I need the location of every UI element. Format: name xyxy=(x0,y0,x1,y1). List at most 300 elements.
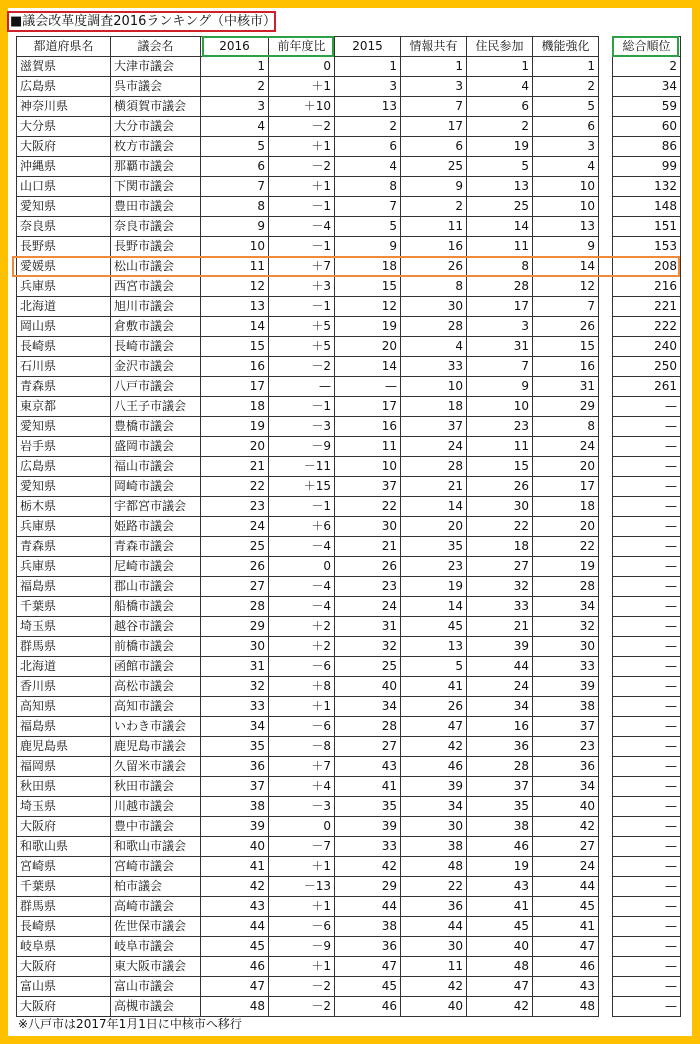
overall-rank-cell: 59 xyxy=(613,97,681,117)
function-strengthening-cell: 31 xyxy=(533,377,599,397)
prefecture-cell: 沖縄県 xyxy=(17,157,111,177)
function-strengthening-cell: 27 xyxy=(533,837,599,857)
table-row xyxy=(17,377,599,397)
rank-2016-cell: 32 xyxy=(201,677,269,697)
table-row xyxy=(17,297,599,317)
overall-rank-row xyxy=(613,57,681,77)
assembly-cell: 高知市議会 xyxy=(111,697,201,717)
citizen-participation-cell: 33 xyxy=(467,597,533,617)
col-header-function-strengthening: 機能強化 xyxy=(533,37,599,57)
rank-2015-cell: 4 xyxy=(335,157,401,177)
info-sharing-cell: 28 xyxy=(401,317,467,337)
prefecture-cell: 奈良県 xyxy=(17,217,111,237)
overall-rank-row xyxy=(613,177,681,197)
rank-2016-cell: 21 xyxy=(201,457,269,477)
citizen-participation-cell: 28 xyxy=(467,277,533,297)
overall-rank-cell: — xyxy=(613,837,681,857)
function-strengthening-cell: 22 xyxy=(533,537,599,557)
prefecture-cell: 群馬県 xyxy=(17,637,111,657)
overall-rank-row xyxy=(613,557,681,577)
info-sharing-cell: 44 xyxy=(401,917,467,937)
info-sharing-cell: 7 xyxy=(401,97,467,117)
change-cell: ＋7 xyxy=(269,757,335,777)
overall-rank-row xyxy=(613,397,681,417)
table-row xyxy=(17,317,599,337)
info-sharing-cell: 30 xyxy=(401,297,467,317)
rank-2015-cell: 46 xyxy=(335,997,401,1017)
citizen-participation-cell: 3 xyxy=(467,317,533,337)
info-sharing-cell: 18 xyxy=(401,397,467,417)
table-row xyxy=(17,777,599,797)
citizen-participation-cell: 38 xyxy=(467,817,533,837)
table-row xyxy=(17,617,599,637)
table-row xyxy=(17,77,599,97)
rank-2016-cell: 43 xyxy=(201,897,269,917)
change-cell: ＋15 xyxy=(269,477,335,497)
function-strengthening-cell: 44 xyxy=(533,877,599,897)
overall-rank-row xyxy=(613,757,681,777)
function-strengthening-cell: 2 xyxy=(533,77,599,97)
table-row xyxy=(17,537,599,557)
function-strengthening-cell: 1 xyxy=(533,57,599,77)
prefecture-cell: 福島県 xyxy=(17,577,111,597)
prefecture-cell: 和歌山県 xyxy=(17,837,111,857)
prefecture-cell: 群馬県 xyxy=(17,897,111,917)
change-cell: — xyxy=(269,377,335,397)
prefecture-cell: 兵庫県 xyxy=(17,277,111,297)
change-cell: ＋1 xyxy=(269,897,335,917)
table-row xyxy=(17,697,599,717)
info-sharing-cell: 25 xyxy=(401,157,467,177)
prefecture-cell: 大阪府 xyxy=(17,997,111,1017)
rank-2015-cell: 35 xyxy=(335,797,401,817)
overall-rank-cell: — xyxy=(613,617,681,637)
overall-rank-row xyxy=(613,837,681,857)
overall-rank-cell: — xyxy=(613,897,681,917)
overall-rank-cell: — xyxy=(613,937,681,957)
info-sharing-cell: 41 xyxy=(401,677,467,697)
rank-2015-cell: 13 xyxy=(335,97,401,117)
rank-2015-cell: 17 xyxy=(335,397,401,417)
assembly-cell: 横須賀市議会 xyxy=(111,97,201,117)
assembly-cell: 旭川市議会 xyxy=(111,297,201,317)
rank-2015-cell: 23 xyxy=(335,577,401,597)
change-cell: －6 xyxy=(269,657,335,677)
overall-rank-cell: — xyxy=(613,437,681,457)
change-cell: ＋8 xyxy=(269,677,335,697)
change-cell: －3 xyxy=(269,797,335,817)
prefecture-cell: 宮崎県 xyxy=(17,857,111,877)
overall-rank-cell: — xyxy=(613,677,681,697)
overall-rank-row xyxy=(613,537,681,557)
rank-2015-cell: 11 xyxy=(335,437,401,457)
info-sharing-cell: 14 xyxy=(401,497,467,517)
document-title: ■議会改革度調査2016ランキング（中核市） xyxy=(10,14,276,29)
rank-2015-cell: 44 xyxy=(335,897,401,917)
rank-2015-cell: 1 xyxy=(335,57,401,77)
overall-rank-row xyxy=(613,997,681,1017)
rank-2016-cell: 22 xyxy=(201,477,269,497)
assembly-cell: 倉敷市議会 xyxy=(111,317,201,337)
info-sharing-cell: 13 xyxy=(401,637,467,657)
overall-rank-row xyxy=(613,317,681,337)
assembly-cell: 呉市議会 xyxy=(111,77,201,97)
change-cell: －2 xyxy=(269,357,335,377)
rank-2016-cell: 8 xyxy=(201,197,269,217)
change-cell: ＋5 xyxy=(269,337,335,357)
overall-rank-row xyxy=(613,237,681,257)
info-sharing-cell: 37 xyxy=(401,417,467,437)
citizen-participation-cell: 15 xyxy=(467,457,533,477)
change-cell: ＋1 xyxy=(269,697,335,717)
citizen-participation-cell: 39 xyxy=(467,637,533,657)
info-sharing-cell: 47 xyxy=(401,717,467,737)
rank-2016-cell: 38 xyxy=(201,797,269,817)
assembly-cell: 船橋市議会 xyxy=(111,597,201,617)
change-cell: ＋2 xyxy=(269,637,335,657)
prefecture-cell: 愛知県 xyxy=(17,197,111,217)
citizen-participation-cell: 43 xyxy=(467,877,533,897)
info-sharing-cell: 11 xyxy=(401,217,467,237)
rank-2015-cell: 32 xyxy=(335,637,401,657)
col-header-2015: 2015 xyxy=(335,37,401,57)
change-cell: －4 xyxy=(269,217,335,237)
function-strengthening-cell: 41 xyxy=(533,917,599,937)
rank-2016-cell: 11 xyxy=(201,257,269,277)
rank-2015-cell: 15 xyxy=(335,277,401,297)
citizen-participation-cell: 11 xyxy=(467,437,533,457)
function-strengthening-cell: 40 xyxy=(533,797,599,817)
rank-2015-cell: 33 xyxy=(335,837,401,857)
function-strengthening-cell: 24 xyxy=(533,857,599,877)
function-strengthening-cell: 37 xyxy=(533,717,599,737)
table-row xyxy=(17,897,599,917)
overall-rank-row xyxy=(613,737,681,757)
assembly-cell: 長野市議会 xyxy=(111,237,201,257)
change-cell: －1 xyxy=(269,497,335,517)
rank-2015-cell: 31 xyxy=(335,617,401,637)
overall-rank-table xyxy=(612,36,681,1017)
prefecture-cell: 石川県 xyxy=(17,357,111,377)
assembly-cell: 八王子市議会 xyxy=(111,397,201,417)
change-cell: 0 xyxy=(269,557,335,577)
prefecture-cell: 東京都 xyxy=(17,397,111,417)
rank-2015-cell: 40 xyxy=(335,677,401,697)
prefecture-cell: 青森県 xyxy=(17,377,111,397)
rank-2015-cell: 42 xyxy=(335,857,401,877)
assembly-cell: 大分市議会 xyxy=(111,117,201,137)
rank-2015-cell: 18 xyxy=(335,257,401,277)
citizen-participation-cell: 1 xyxy=(467,57,533,77)
prefecture-cell: 長崎県 xyxy=(17,337,111,357)
overall-rank-cell: 216 xyxy=(613,277,681,297)
change-cell: －2 xyxy=(269,997,335,1017)
function-strengthening-cell: 48 xyxy=(533,997,599,1017)
rank-2016-cell: 26 xyxy=(201,557,269,577)
table-row xyxy=(17,217,599,237)
overall-rank-cell: — xyxy=(613,477,681,497)
citizen-participation-cell: 17 xyxy=(467,297,533,317)
function-strengthening-cell: 12 xyxy=(533,277,599,297)
change-cell: ＋1 xyxy=(269,857,335,877)
change-cell: ＋4 xyxy=(269,777,335,797)
rank-2016-cell: 15 xyxy=(201,337,269,357)
citizen-participation-cell: 27 xyxy=(467,557,533,577)
overall-rank-cell: 60 xyxy=(613,117,681,137)
overall-rank-cell: — xyxy=(613,717,681,737)
function-strengthening-cell: 24 xyxy=(533,437,599,457)
citizen-participation-cell: 11 xyxy=(467,237,533,257)
rank-2015-cell: 16 xyxy=(335,417,401,437)
function-strengthening-cell: 43 xyxy=(533,977,599,997)
change-cell: ＋2 xyxy=(269,617,335,637)
col-header-info-sharing: 情報共有 xyxy=(401,37,467,57)
rank-2016-cell: 34 xyxy=(201,717,269,737)
function-strengthening-cell: 23 xyxy=(533,737,599,757)
overall-rank-cell: — xyxy=(613,497,681,517)
overall-rank-row xyxy=(613,417,681,437)
change-cell: －1 xyxy=(269,397,335,417)
change-cell: 0 xyxy=(269,57,335,77)
rank-2016-cell: 14 xyxy=(201,317,269,337)
citizen-participation-cell: 18 xyxy=(467,537,533,557)
citizen-participation-cell: 41 xyxy=(467,897,533,917)
info-sharing-cell: 23 xyxy=(401,557,467,577)
change-cell: －9 xyxy=(269,437,335,457)
overall-rank-row xyxy=(613,477,681,497)
table-row xyxy=(17,977,599,997)
overall-rank-cell: — xyxy=(613,517,681,537)
table-row xyxy=(17,397,599,417)
overall-rank-row xyxy=(613,917,681,937)
info-sharing-cell: 4 xyxy=(401,337,467,357)
prefecture-cell: 鹿児島県 xyxy=(17,737,111,757)
assembly-cell: 下関市議会 xyxy=(111,177,201,197)
rank-2015-cell: 25 xyxy=(335,657,401,677)
info-sharing-cell: 30 xyxy=(401,817,467,837)
citizen-participation-cell: 42 xyxy=(467,997,533,1017)
overall-rank-cell: 99 xyxy=(613,157,681,177)
info-sharing-cell: 26 xyxy=(401,697,467,717)
change-cell: －2 xyxy=(269,117,335,137)
info-sharing-cell: 38 xyxy=(401,837,467,857)
citizen-participation-cell: 19 xyxy=(467,137,533,157)
function-strengthening-cell: 38 xyxy=(533,697,599,717)
rank-2016-cell: 37 xyxy=(201,777,269,797)
overall-rank-cell: 208 xyxy=(613,257,681,277)
assembly-cell: 松山市議会 xyxy=(111,257,201,277)
function-strengthening-cell: 15 xyxy=(533,337,599,357)
function-strengthening-cell: 32 xyxy=(533,617,599,637)
function-strengthening-cell: 46 xyxy=(533,957,599,977)
overall-rank-row xyxy=(613,137,681,157)
citizen-participation-cell: 46 xyxy=(467,837,533,857)
citizen-participation-cell: 2 xyxy=(467,117,533,137)
assembly-cell: 東大阪市議会 xyxy=(111,957,201,977)
citizen-participation-cell: 48 xyxy=(467,957,533,977)
rank-2015-cell: 21 xyxy=(335,537,401,557)
assembly-cell: 宮崎市議会 xyxy=(111,857,201,877)
overall-rank-row xyxy=(613,117,681,137)
overall-rank-row xyxy=(613,717,681,737)
citizen-participation-cell: 22 xyxy=(467,517,533,537)
rank-2016-cell: 41 xyxy=(201,857,269,877)
prefecture-cell: 香川県 xyxy=(17,677,111,697)
rank-2016-cell: 35 xyxy=(201,737,269,757)
table-row xyxy=(17,917,599,937)
rank-2016-cell: 23 xyxy=(201,497,269,517)
overall-rank-body xyxy=(613,57,681,1017)
rank-2016-cell: 18 xyxy=(201,397,269,417)
overall-rank-row xyxy=(613,337,681,357)
prefecture-cell: 大阪府 xyxy=(17,817,111,837)
info-sharing-cell: 22 xyxy=(401,877,467,897)
citizen-participation-cell: 13 xyxy=(467,177,533,197)
change-cell: －4 xyxy=(269,577,335,597)
citizen-participation-cell: 36 xyxy=(467,737,533,757)
function-strengthening-cell: 9 xyxy=(533,237,599,257)
function-strengthening-cell: 20 xyxy=(533,457,599,477)
assembly-cell: 宇都宮市議会 xyxy=(111,497,201,517)
assembly-cell: 佐世保市議会 xyxy=(111,917,201,937)
citizen-participation-cell: 4 xyxy=(467,77,533,97)
rank-2016-cell: 7 xyxy=(201,177,269,197)
overall-rank-cell: — xyxy=(613,537,681,557)
change-cell: －1 xyxy=(269,197,335,217)
citizen-participation-cell: 19 xyxy=(467,857,533,877)
info-sharing-cell: 42 xyxy=(401,977,467,997)
change-cell: －2 xyxy=(269,157,335,177)
overall-rank-row xyxy=(613,377,681,397)
rank-2015-cell: 30 xyxy=(335,517,401,537)
rank-2016-cell: 20 xyxy=(201,437,269,457)
rank-2015-cell: 26 xyxy=(335,557,401,577)
rank-2016-cell: 42 xyxy=(201,877,269,897)
function-strengthening-cell: 45 xyxy=(533,897,599,917)
table-row xyxy=(17,797,599,817)
overall-rank-cell: — xyxy=(613,737,681,757)
overall-rank-cell: — xyxy=(613,977,681,997)
assembly-cell: 豊田市議会 xyxy=(111,197,201,217)
ranking-table-body xyxy=(17,57,599,1017)
info-sharing-cell: 46 xyxy=(401,757,467,777)
citizen-participation-cell: 21 xyxy=(467,617,533,637)
info-sharing-cell: 3 xyxy=(401,77,467,97)
assembly-cell: 前橋市議会 xyxy=(111,637,201,657)
table-row xyxy=(17,497,599,517)
function-strengthening-cell: 34 xyxy=(533,597,599,617)
overall-rank-row xyxy=(613,297,681,317)
prefecture-cell: 富山県 xyxy=(17,977,111,997)
rank-2015-cell: 3 xyxy=(335,77,401,97)
change-cell: ＋3 xyxy=(269,277,335,297)
rank-2015-cell: 12 xyxy=(335,297,401,317)
assembly-cell: 久留米市議会 xyxy=(111,757,201,777)
assembly-cell: 郡山市議会 xyxy=(111,577,201,597)
rank-2015-cell: 5 xyxy=(335,217,401,237)
overall-rank-row xyxy=(613,797,681,817)
change-cell: －8 xyxy=(269,737,335,757)
table-row xyxy=(17,177,599,197)
overall-rank-cell: — xyxy=(613,917,681,937)
rank-2015-cell: 27 xyxy=(335,737,401,757)
prefecture-cell: 埼玉県 xyxy=(17,617,111,637)
overall-rank-row xyxy=(613,777,681,797)
change-cell: ＋6 xyxy=(269,517,335,537)
rank-2015-cell: 36 xyxy=(335,937,401,957)
citizen-participation-cell: 40 xyxy=(467,937,533,957)
prefecture-cell: 兵庫県 xyxy=(17,557,111,577)
rank-2016-cell: 48 xyxy=(201,997,269,1017)
table-row xyxy=(17,277,599,297)
table-row xyxy=(17,577,599,597)
overall-rank-row xyxy=(613,197,681,217)
function-strengthening-cell: 29 xyxy=(533,397,599,417)
citizen-participation-cell: 37 xyxy=(467,777,533,797)
overall-rank-cell: — xyxy=(613,877,681,897)
rank-2016-cell: 16 xyxy=(201,357,269,377)
table-row xyxy=(17,437,599,457)
prefecture-cell: 福岡県 xyxy=(17,757,111,777)
overall-rank-cell: 86 xyxy=(613,137,681,157)
table-row xyxy=(17,857,599,877)
info-sharing-cell: 42 xyxy=(401,737,467,757)
overall-rank-cell: — xyxy=(613,577,681,597)
assembly-cell: 鹿児島市議会 xyxy=(111,737,201,757)
assembly-cell: 盛岡市議会 xyxy=(111,437,201,457)
table-row xyxy=(17,337,599,357)
table-row xyxy=(17,937,599,957)
prefecture-cell: 大阪府 xyxy=(17,137,111,157)
assembly-cell: 尼崎市議会 xyxy=(111,557,201,577)
prefecture-cell: 千葉県 xyxy=(17,597,111,617)
function-strengthening-cell: 28 xyxy=(533,577,599,597)
overall-rank-row xyxy=(613,97,681,117)
rank-2016-cell: 28 xyxy=(201,597,269,617)
table-row xyxy=(17,757,599,777)
overall-rank-cell: 221 xyxy=(613,297,681,317)
citizen-participation-cell: 32 xyxy=(467,577,533,597)
prefecture-cell: 大阪府 xyxy=(17,957,111,977)
table-row xyxy=(17,197,599,217)
info-sharing-cell: 6 xyxy=(401,137,467,157)
function-strengthening-cell: 33 xyxy=(533,657,599,677)
change-cell: ＋1 xyxy=(269,177,335,197)
change-cell: －1 xyxy=(269,237,335,257)
prefecture-cell: 千葉県 xyxy=(17,877,111,897)
rank-2016-cell: 12 xyxy=(201,277,269,297)
table-row xyxy=(17,717,599,737)
rank-2015-cell: 45 xyxy=(335,977,401,997)
assembly-cell: 八戸市議会 xyxy=(111,377,201,397)
overall-rank-row xyxy=(613,677,681,697)
citizen-participation-cell: 14 xyxy=(467,217,533,237)
rank-2016-cell: 10 xyxy=(201,237,269,257)
table-row xyxy=(17,477,599,497)
overall-rank-cell: — xyxy=(613,817,681,837)
rank-2015-cell: 28 xyxy=(335,717,401,737)
info-sharing-cell: 26 xyxy=(401,257,467,277)
function-strengthening-cell: 8 xyxy=(533,417,599,437)
rank-2016-cell: 24 xyxy=(201,517,269,537)
col-header-change: 前年度比 xyxy=(269,37,335,57)
rank-2016-cell: 36 xyxy=(201,757,269,777)
info-sharing-cell: 24 xyxy=(401,437,467,457)
ranking-table xyxy=(16,36,599,1017)
overall-rank-cell: — xyxy=(613,797,681,817)
table-row xyxy=(17,837,599,857)
info-sharing-cell: 33 xyxy=(401,357,467,377)
